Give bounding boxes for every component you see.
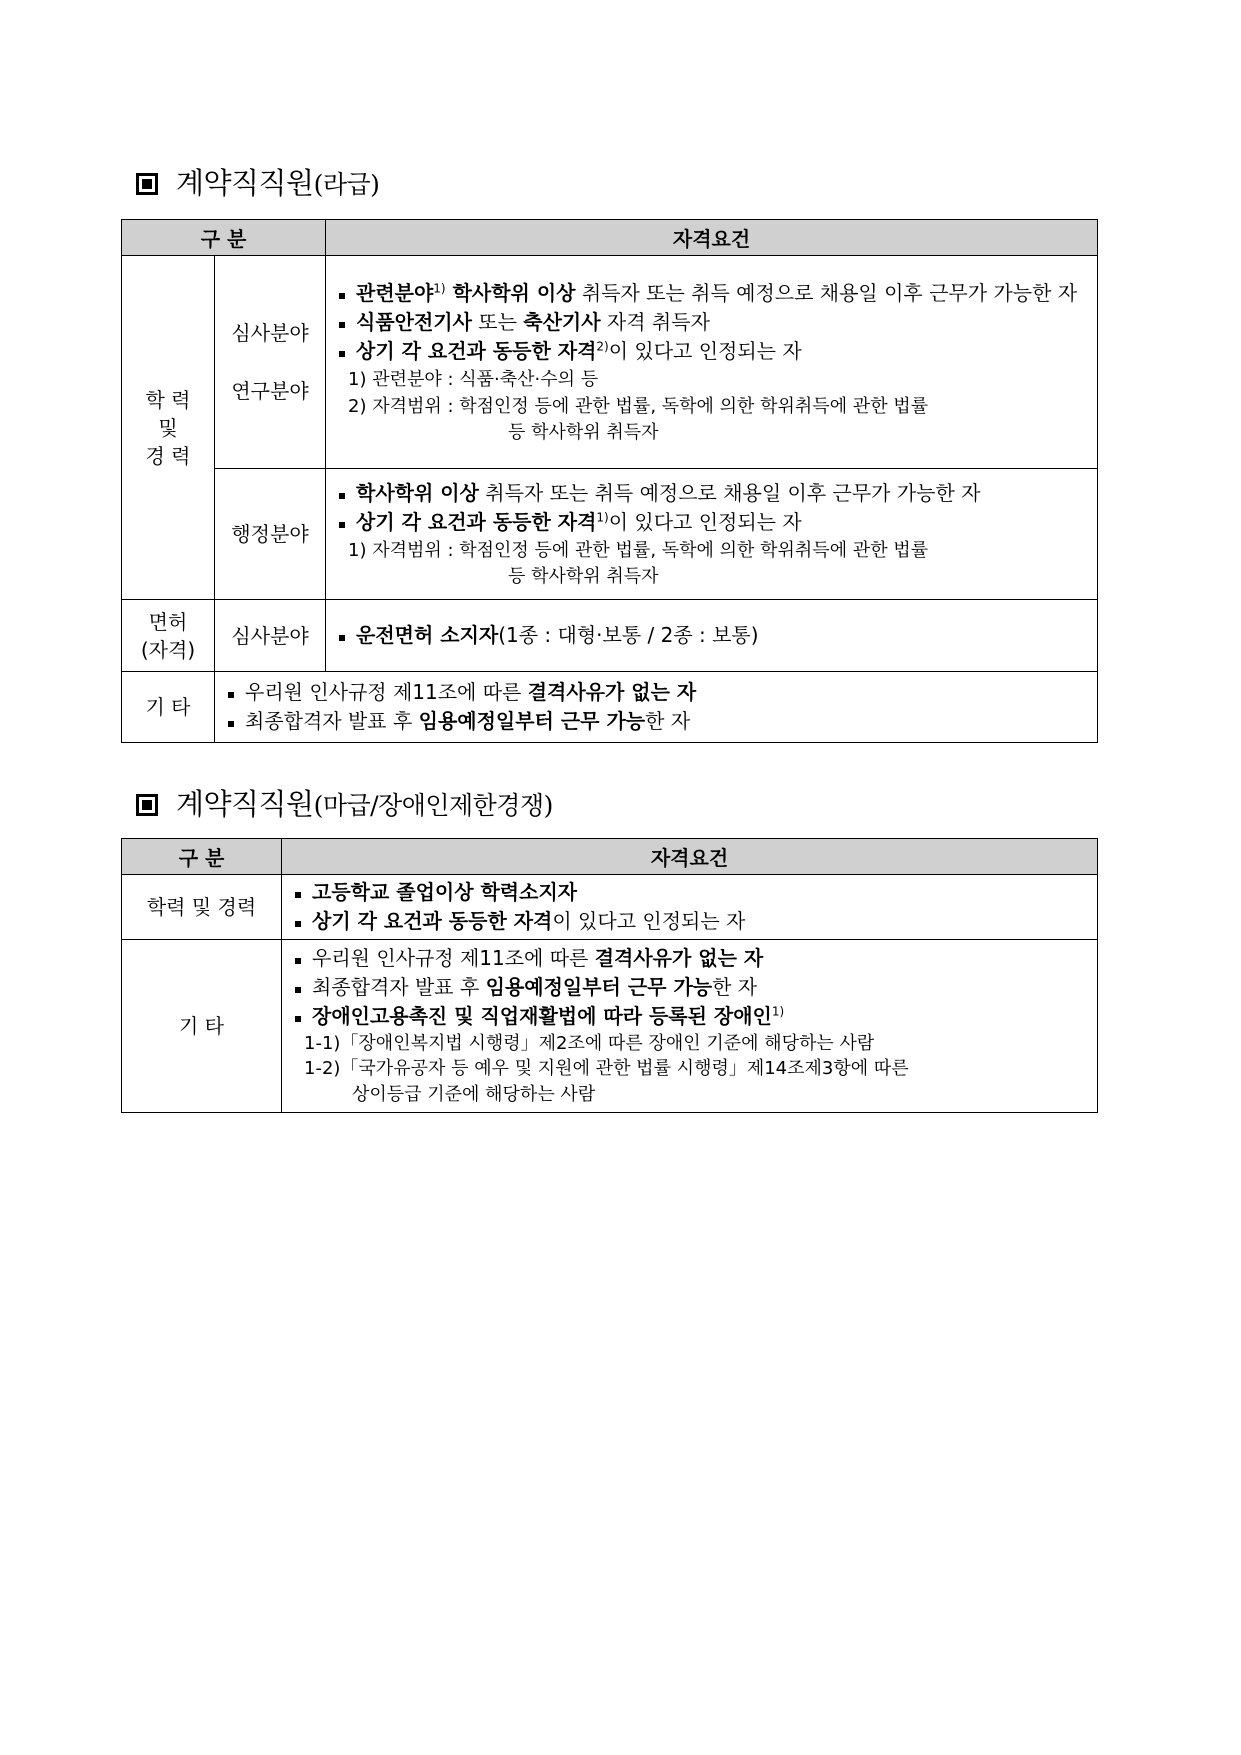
table-row-license (122, 600, 1098, 672)
section-title-paren: (마급/장애인제한경쟁) (313, 791, 553, 820)
list-item: 관련분야$^{1)}$ 학사학위 이상 취득자 또는 취득 예정으로 채용일 이후 근무가 가능한 자 (336, 279, 1087, 308)
row-label-education-career: 학력 및 경력 (122, 875, 282, 940)
header-requirements: 자격요건 (282, 839, 1098, 875)
list-item: 식품안전기사 또는 축산기사 자격 취득자 (336, 308, 1087, 337)
sub-label-review-research: 심사분야 연구분야 (215, 256, 326, 469)
filled-square-icon (136, 173, 158, 195)
qualification-table-grade-ma (121, 838, 1098, 1113)
footnote-continued: 상이등급 기준에 해당하는 사람 (352, 1084, 596, 1105)
header-requirements: 자격요건 (326, 220, 1098, 256)
qualification-table-grade-ra (121, 219, 1098, 743)
table-row-education-admin (122, 469, 1098, 600)
requirements-other (215, 672, 1098, 743)
table-header-row (122, 220, 1098, 256)
row-label-education-career: 학 력 및 경 력 (122, 256, 215, 600)
section-title-text: 계약직직원 (176, 166, 314, 200)
section-title-paren: (라급) (313, 170, 380, 199)
footnote: 1) 자격범위 : 학점인정 등에 관한 법률, 독학에 의한 학위취득에 관한 법률 (348, 540, 929, 561)
list-item: 최종합격자 발표 후 임용예정일부터 근무 가능한 자 (225, 707, 1087, 736)
section-title-grade-ra (136, 165, 379, 203)
sub-label-admin: 행정분야 (215, 469, 326, 600)
footnote: 1-2)「국가유공자 등 예우 및 지원에 관한 법률 시행령」제14조제3항에 따른 (304, 1058, 909, 1079)
list-item: 학사학위 이상 취득자 또는 취득 예정으로 채용일 이후 근무가 가능한 자 (336, 479, 1087, 508)
sub-label-review: 심사분야 (215, 600, 326, 672)
list-item: 상기 각 요건과 동등한 자격이 있다고 인정되는 자 (292, 907, 1087, 936)
requirements-research (326, 256, 1098, 469)
list-item: 상기 각 요건과 동등한 자격$^{2)}$이 있다고 인정되는 자 (336, 337, 1087, 366)
footnote: 1-1)「장애인복지법 시행령」제2조에 따른 장애인 기준에 해당하는 사람 (304, 1033, 875, 1054)
section-title-grade-ma (136, 786, 553, 824)
filled-square-icon (136, 794, 158, 816)
requirements-other (282, 940, 1098, 1113)
footnote: 1) 관련분야 : 식품·축산·수의 등 (348, 369, 599, 390)
table-header-row (122, 839, 1098, 875)
list-item: 우리원 인사규정 제11조에 따른 결격사유가 없는 자 (292, 944, 1087, 973)
footnote-continued: 등 학사학위 취득자 (508, 566, 659, 587)
requirements-license (326, 600, 1098, 672)
table-row-education-research (122, 256, 1098, 469)
header-category: 구 분 (122, 839, 282, 875)
table-row-other (122, 940, 1098, 1113)
list-item: 장애인고용촉진 및 직업재활법에 따라 등록된 장애인$^{1)}$ (292, 1002, 1087, 1031)
footnote: 2) 자격범위 : 학점인정 등에 관한 법률, 독학에 의한 학위취득에 관한 법률 (348, 396, 929, 417)
requirements-admin (326, 469, 1098, 600)
section-title-text: 계약직직원 (176, 787, 314, 821)
row-label-other: 기 타 (122, 940, 282, 1113)
footnote-continued: 등 학사학위 취득자 (508, 422, 659, 443)
list-item: 우리원 인사규정 제11조에 따른 결격사유가 없는 자 (225, 678, 1087, 707)
table-row-education (122, 875, 1098, 940)
list-item: 최종합격자 발표 후 임용예정일부터 근무 가능한 자 (292, 973, 1087, 1002)
header-category: 구 분 (122, 220, 326, 256)
list-item: 운전면허 소지자(1종 : 대형·보통 / 2종 : 보통) (336, 621, 1087, 650)
list-item: 고등학교 졸업이상 학력소지자 (292, 878, 1087, 907)
list-item: 상기 각 요건과 동등한 자격$^{1)}$이 있다고 인정되는 자 (336, 508, 1087, 537)
table-row-other (122, 672, 1098, 743)
row-label-license: 면허 (자격) (122, 600, 215, 672)
requirements-education (282, 875, 1098, 940)
row-label-other: 기 타 (122, 672, 215, 743)
